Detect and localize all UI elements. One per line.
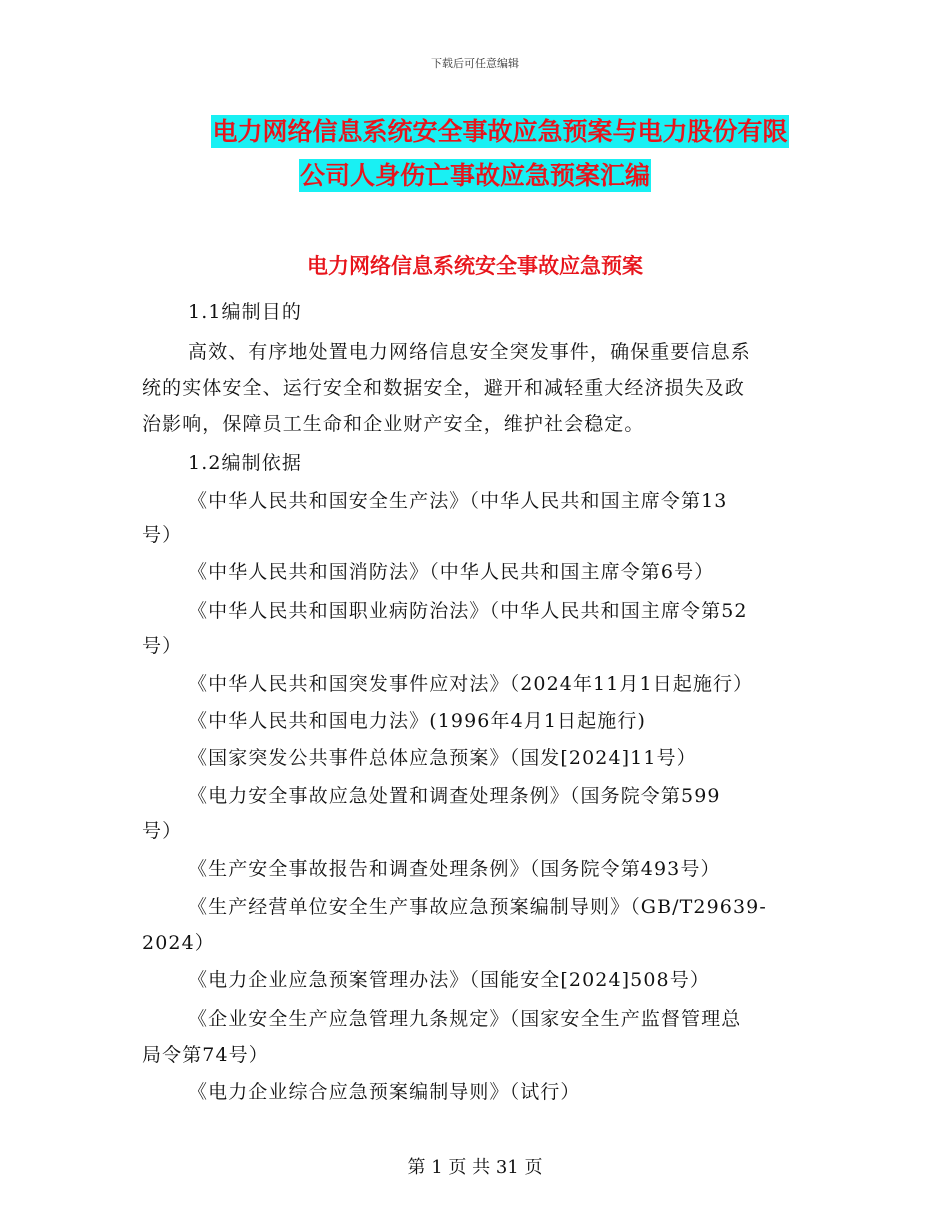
reference-line: 《中华人民共和国消防法》（中华人民共和国主席令第6号）	[188, 561, 715, 583]
reference-line: 《电力企业综合应急预案编制导则》（试行）	[188, 1081, 581, 1103]
reference-line: 《生产安全事故报告和调查处理条例》（国务院令第493号）	[188, 858, 721, 880]
document-title-line-2: 公司人身伤亡事故应急预案汇编	[299, 161, 650, 190]
reference-line: 《中华人民共和国电力法》(1996年4月1日起施行)	[188, 710, 646, 732]
reference-line: 号）	[142, 820, 183, 842]
document-title-line-1: 电力网络信息系统安全事故应急预案与电力股份有限	[212, 117, 788, 146]
paragraph-line: 统的实体安全、运行安全和数据安全，避开和减轻重大经济损失及政	[142, 377, 746, 399]
reference-line: 《中华人民共和国突发事件应对法》（2024年11月1日起施行）	[188, 673, 754, 695]
paragraph-line: 治影响，保障员工生命和企业财产安全，维护社会稳定。	[142, 413, 645, 435]
heading-1-2: 1.2编制依据	[188, 452, 302, 474]
heading-1-1: 1.1编制目的	[188, 301, 302, 323]
reference-line: 2024）	[142, 932, 215, 954]
reference-line: 《国家突发公共事件总体应急预案》（国发[2024]11号）	[188, 747, 697, 769]
reference-line: 《中华人民共和国职业病防治法》（中华人民共和国主席令第52	[188, 600, 748, 622]
header-note: 下载后可任意编辑	[431, 57, 519, 70]
reference-line: 《生产经营单位安全生产事故应急预案编制导则》（GB/T29639-	[188, 896, 767, 918]
paragraph-line: 高效、有序地处置电力网络信息安全突发事件，确保重要信息系	[188, 341, 751, 363]
reference-line: 《企业安全生产应急管理九条规定》（国家安全生产监督管理总	[188, 1008, 742, 1030]
reference-line: 《电力安全事故应急处置和调查处理条例》（国务院令第599	[188, 785, 721, 807]
reference-line: 号）	[142, 524, 183, 546]
reference-line: 局令第74号）	[142, 1044, 269, 1066]
reference-line: 号）	[142, 635, 183, 657]
section-title: 电力网络信息系统安全事故应急预案	[307, 253, 643, 278]
page-footer: 第 1 页 共 31 页	[407, 1157, 543, 1178]
reference-line: 《中华人民共和国安全生产法》（中华人民共和国主席令第13	[188, 490, 728, 512]
reference-line: 《电力企业应急预案管理办法》（国能安全[2024]508号）	[188, 969, 710, 991]
